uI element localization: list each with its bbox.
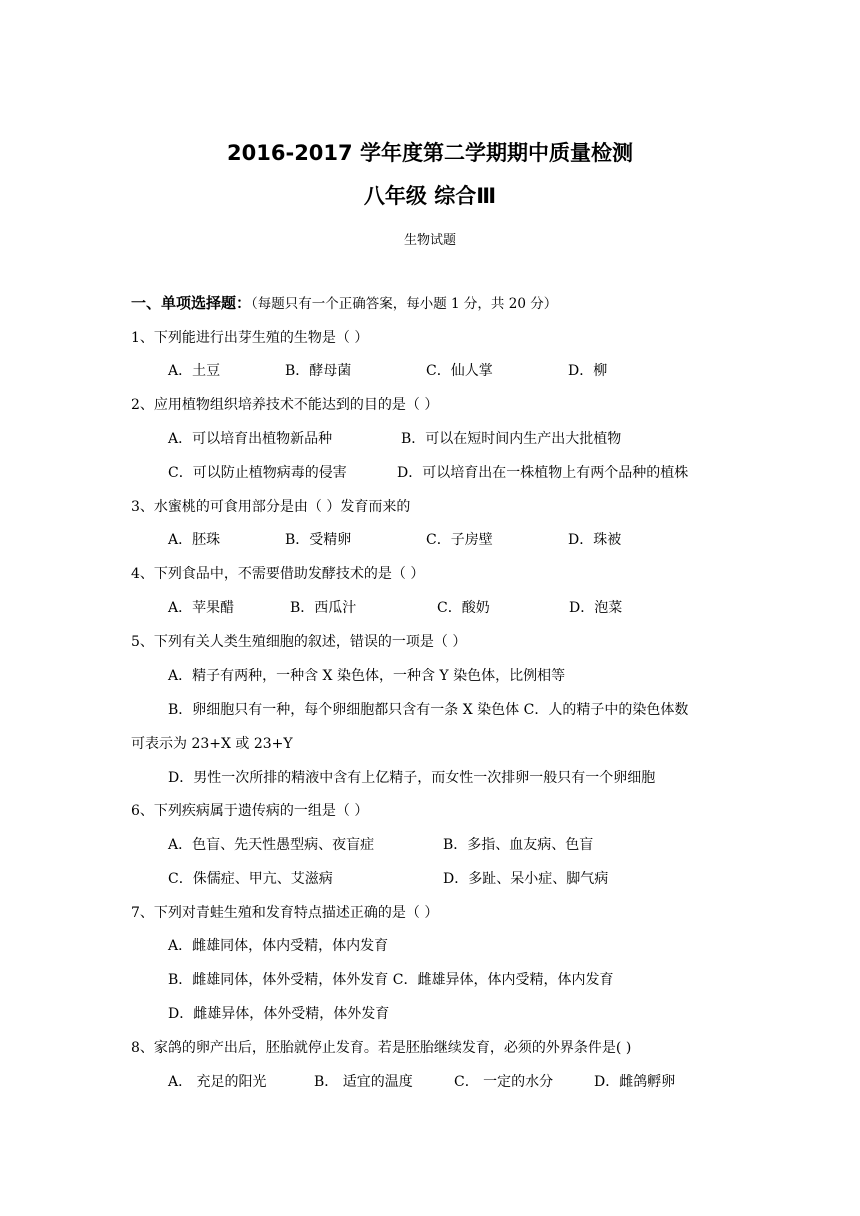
q8-option-c: C． 一定的水分	[454, 1074, 554, 1090]
q5-line-4: D．男性一次所排的精液中含有上亿精子，而女性一次排卵一般只有一个卵细胞	[168, 770, 656, 786]
exam-grade: 八年级 综合Ⅲ	[363, 184, 497, 208]
exam-subject: 生物试题	[403, 233, 456, 248]
q3-option-a: A．胚珠	[168, 532, 221, 548]
question-5-stem: 5、下列有关人类生殖细胞的叙述，错误的一项是（ ）	[131, 634, 467, 650]
q8-option-d: D．雌鸽孵卵	[594, 1074, 676, 1090]
q5-line-3: 可表示为 23+X 或 23+Y	[131, 736, 293, 752]
q6-option-d: D．多趾、呆小症、脚气病	[443, 871, 609, 887]
question-7-stem: 7、下列对青蛙生殖和发育特点描述正确的是（ ）	[131, 905, 439, 921]
question-4-stem: 4、下列食品中，不需要借助发酵技术的是（ ）	[131, 566, 425, 582]
q4-option-b: B．西瓜汁	[290, 600, 357, 616]
q3-option-d: D．珠被	[568, 532, 622, 548]
q8-option-b: B． 适宜的温度	[314, 1074, 413, 1090]
q1-option-c: C．仙人掌	[426, 363, 493, 379]
q4-option-c: C．酸奶	[437, 600, 490, 616]
q2-option-c: C．可以防止植物病毒的侵害	[168, 465, 347, 481]
q8-option-a: A． 充足的阳光	[168, 1074, 267, 1090]
q3-option-b: B．受精卵	[285, 532, 352, 548]
q6-option-b: B．多指、血友病、色盲	[443, 837, 594, 853]
question-2-stem: 2、应用植物组织培养技术不能达到的目的是（ ）	[131, 397, 439, 413]
q2-option-a: A．可以培育出植物新品种	[168, 431, 333, 447]
section-heading	[131, 292, 557, 313]
q1-option-d: D．柳	[568, 363, 608, 379]
q2-option-b: B．可以在短时间内生产出大批植物	[401, 431, 622, 447]
q6-option-a: A．色盲、先天性愚型病、夜盲症	[168, 837, 375, 853]
q3-option-c: C．子房壁	[426, 532, 493, 548]
question-3-stem: 3、水蜜桃的可食用部分是由（ ）发育而来的	[131, 499, 411, 515]
section-note: （每题只有一个正确答案，每小题 1 分，共 20 分）	[251, 296, 558, 312]
exam-title: 2016-2017 学年度第二学期期中质量检测	[227, 141, 633, 165]
q4-option-d: D．泡菜	[569, 600, 623, 616]
section-title: 一、单项选择题：	[131, 294, 252, 312]
question-8-stem: 8、家鸽的卵产出后，胚胎就停止发育。若是胚胎继续发育，必须的外界条件是( )	[131, 1040, 632, 1056]
q1-option-b: B．酵母菌	[285, 363, 352, 379]
q4-option-a: A．苹果醋	[168, 600, 235, 616]
q5-line-1: A．精子有两种，一种含 X 染色体，一种含 Y 染色体，比例相等	[168, 668, 566, 684]
q1-option-a: A．土豆	[168, 363, 221, 379]
q6-option-c: C．侏儒症、甲亢、艾滋病	[168, 871, 333, 887]
question-1-stem: 1、下列能进行出芽生殖的生物是（ ）	[131, 330, 369, 346]
q7-line-2: B．雌雄同体，体外受精，体外发育 C．雌雄异体，体内受精，体内发育	[168, 972, 614, 988]
q7-line-1: A．雌雄同体，体内受精，体内发育	[168, 938, 389, 954]
question-6-stem: 6、下列疾病属于遗传病的一组是（ ）	[131, 803, 369, 819]
q7-line-3: D．雌雄异体，体外受精，体外发育	[168, 1006, 390, 1022]
q2-option-d: D．可以培育出在一株植物上有两个品种的植株	[397, 465, 689, 481]
q5-line-2: B．卵细胞只有一种，每个卵细胞都只含有一条 X 染色体 C．人的精子中的染色体数	[168, 702, 689, 718]
